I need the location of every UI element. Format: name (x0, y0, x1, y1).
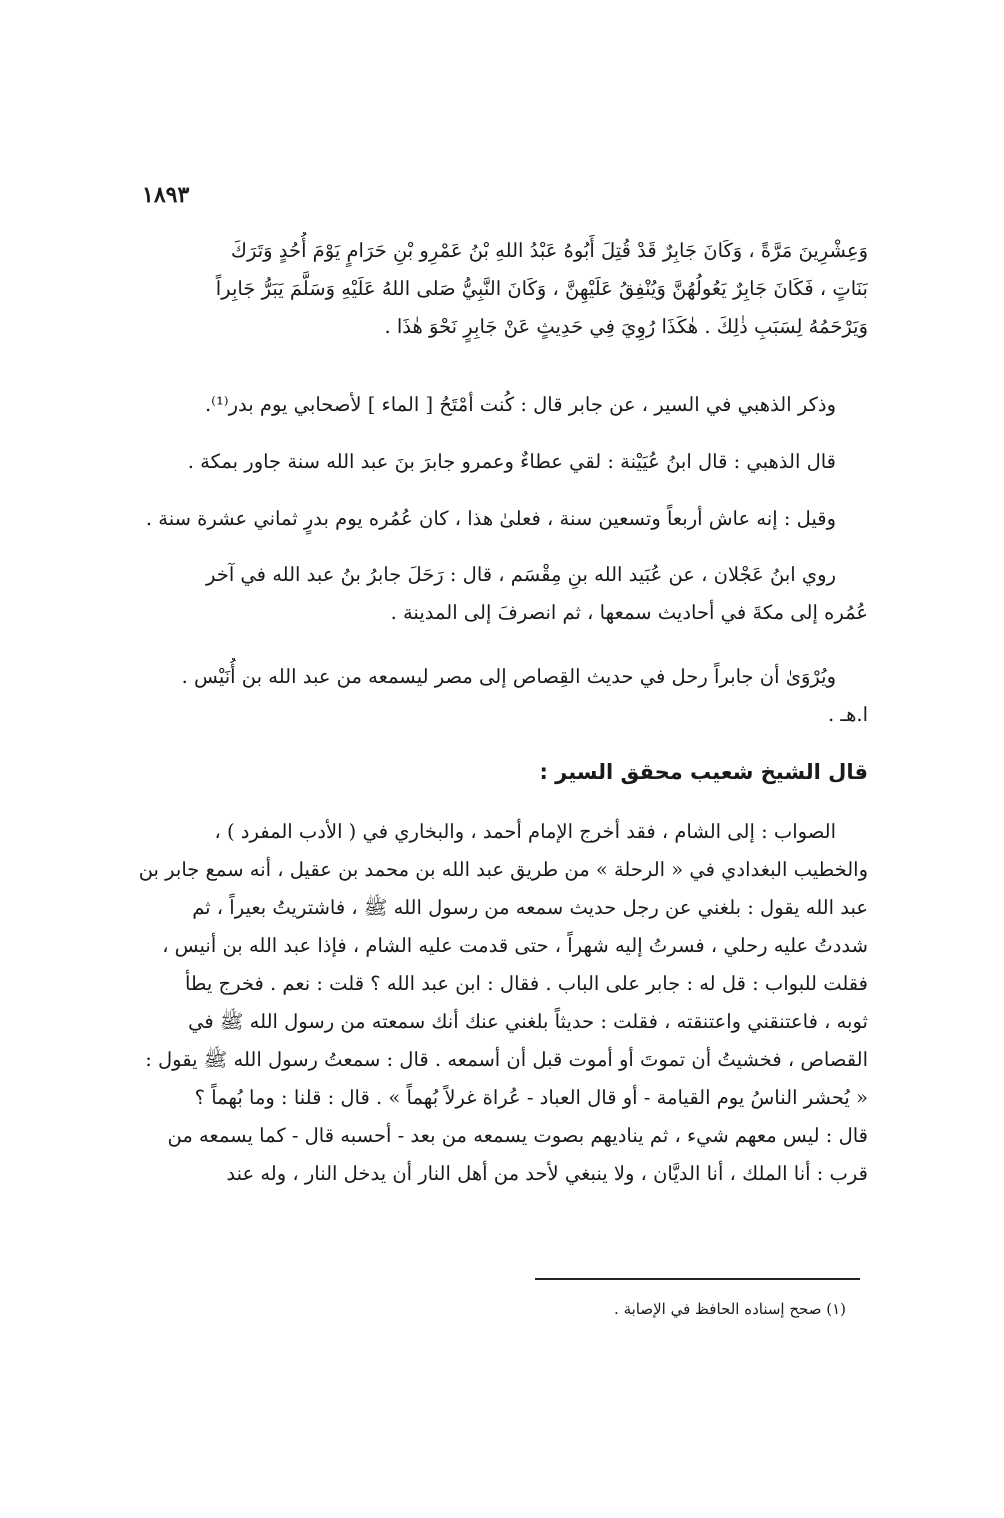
section-heading: قال الشيخ شعيب محقق السير : (539, 760, 868, 784)
section-line: ثوبه ، فاعتنقني واعتنقته ، فقلت : حديثاً بلغني عنك أنك سمعته من رسول الله ﷺ في (188, 1010, 868, 1033)
paragraph-line: روي ابنُ عَجْلان ، عن عُبَيد الله بنِ مِقْسَم ، قال : رَحَلَ جابرُ بنُ عبد الله في آخر (206, 563, 836, 586)
paragraph (128, 500, 868, 538)
section-line: قال : ليس معهم شيء ، ثم يناديهم بصوت يسمعه من بعد - أحسبه قال - كما يسمعه من (167, 1124, 868, 1147)
section-body (128, 813, 868, 1193)
quote-line: بَنَاتٍ ، فَكَانَ جَابِرٌ يَعُولُهُنَّ وَيُنْفِقُ عَلَيْهِنَّ ، وَكَانَ النَّبِيُّ صَلى اللهُ عَلَيْهِ وَسَلَّمَ يَبَرُّ جَابِراً (215, 277, 868, 300)
footnote-divider (535, 1278, 860, 1280)
paragraph-line: وقيل : إنه عاش أربعاً وتسعين سنة ، فعلىٰ هذا ، كان عُمُره يوم بدرٍ ثماني عشرة سنة . (145, 507, 836, 530)
paragraph (128, 386, 868, 424)
quote-line: وَيَرْحَمُهُ لِسَبَبِ ذٰلِكَ . هٰكَذَا رُوِيَ فِي حَدِيثٍ عَنْ جَابِرٍ نَحْوَ هٰذَا . (384, 315, 868, 338)
section-line: والخطيب البغدادي في « الرحلة » من طريق عبد الله بن محمد بن عقيل ، أنه سمع جابر بن (138, 858, 868, 881)
section-line: قرب : أنا الملك ، أنا الديَّان ، ولا ينبغي لأحد من أهل النار أن يدخل النار ، وله عند (226, 1162, 868, 1185)
paragraph-line: ا.هـ . (827, 703, 868, 726)
paragraph (128, 556, 868, 632)
page-number: ١٨٩٣ (142, 182, 190, 208)
paragraph-line: عُمُره إلى مكةَ في أحاديث سمعها ، ثم انصرفَ إلى المدينة . (390, 601, 868, 624)
section-line: شددتُ عليه رحلي ، فسرتُ إليه شهراً ، حتى قدمت عليه الشام ، فإذا عبد الله بن أنيس ، (162, 934, 868, 957)
section-line: القصاص ، فخشيتُ أن تموتَ أو أموت قبل أن أسمعه . قال : سمعتُ رسول الله ﷺ يقول : (145, 1048, 868, 1071)
quote-line: وَعِشْرِينَ مَرَّةً ، وَكَانَ جَابِرٌ قَدْ قُتِلَ أَبُوهُ عَبْدُ اللهِ بْنُ عَمْرِو بْنِ حَرَامٍ يَوْمَ أُحُدٍ وَتَرَكَ (230, 239, 868, 262)
section-line: « يُحشر الناسُ يوم القيامة - أو قال العباد - عُراة غرلاً بُهماً » . قال : قلنا : وما بُهماً ؟ (194, 1086, 868, 1109)
section-line: الصواب : إلى الشام ، فقد أخرج الإمام أحمد ، والبخاري في ( الأدب المفرد ) ، (214, 820, 836, 843)
paragraph (128, 443, 868, 481)
section-line: فقلت للبواب : قل له : جابر على الباب . فقال : ابن عبد الله ؟ قلت : نعم . فخرج يطأ (184, 972, 868, 995)
paragraph-line: ويُرْوَىٰ أن جابراً رحل في حديث القِصاص إلى مصر ليسمعه من عبد الله بن أُنَيْس . (181, 665, 836, 688)
paragraph (128, 658, 868, 734)
footnote: (١) صحح إسناده الحافظ في الإصابة . (614, 1300, 846, 1318)
paragraph-line: وذكر الذهبي في السير ، عن جابر قال : كُنت أمْتَحُ [ الماء ] لأصحابي يوم بدر⁽¹⁾. (204, 393, 836, 416)
paragraph-line: قال الذهبي : قال ابنُ عُيَيْنة : لقي عطاءٌ وعمرو جابرَ بنَ عبد الله سنة جاور بمكة . (187, 450, 836, 473)
section-line: عبد الله يقول : بلغني عن رجل حديث سمعه من رسول الله ﷺ ، فاشتريتُ بعيراً ، ثم (192, 896, 868, 919)
quote-block (128, 232, 868, 346)
